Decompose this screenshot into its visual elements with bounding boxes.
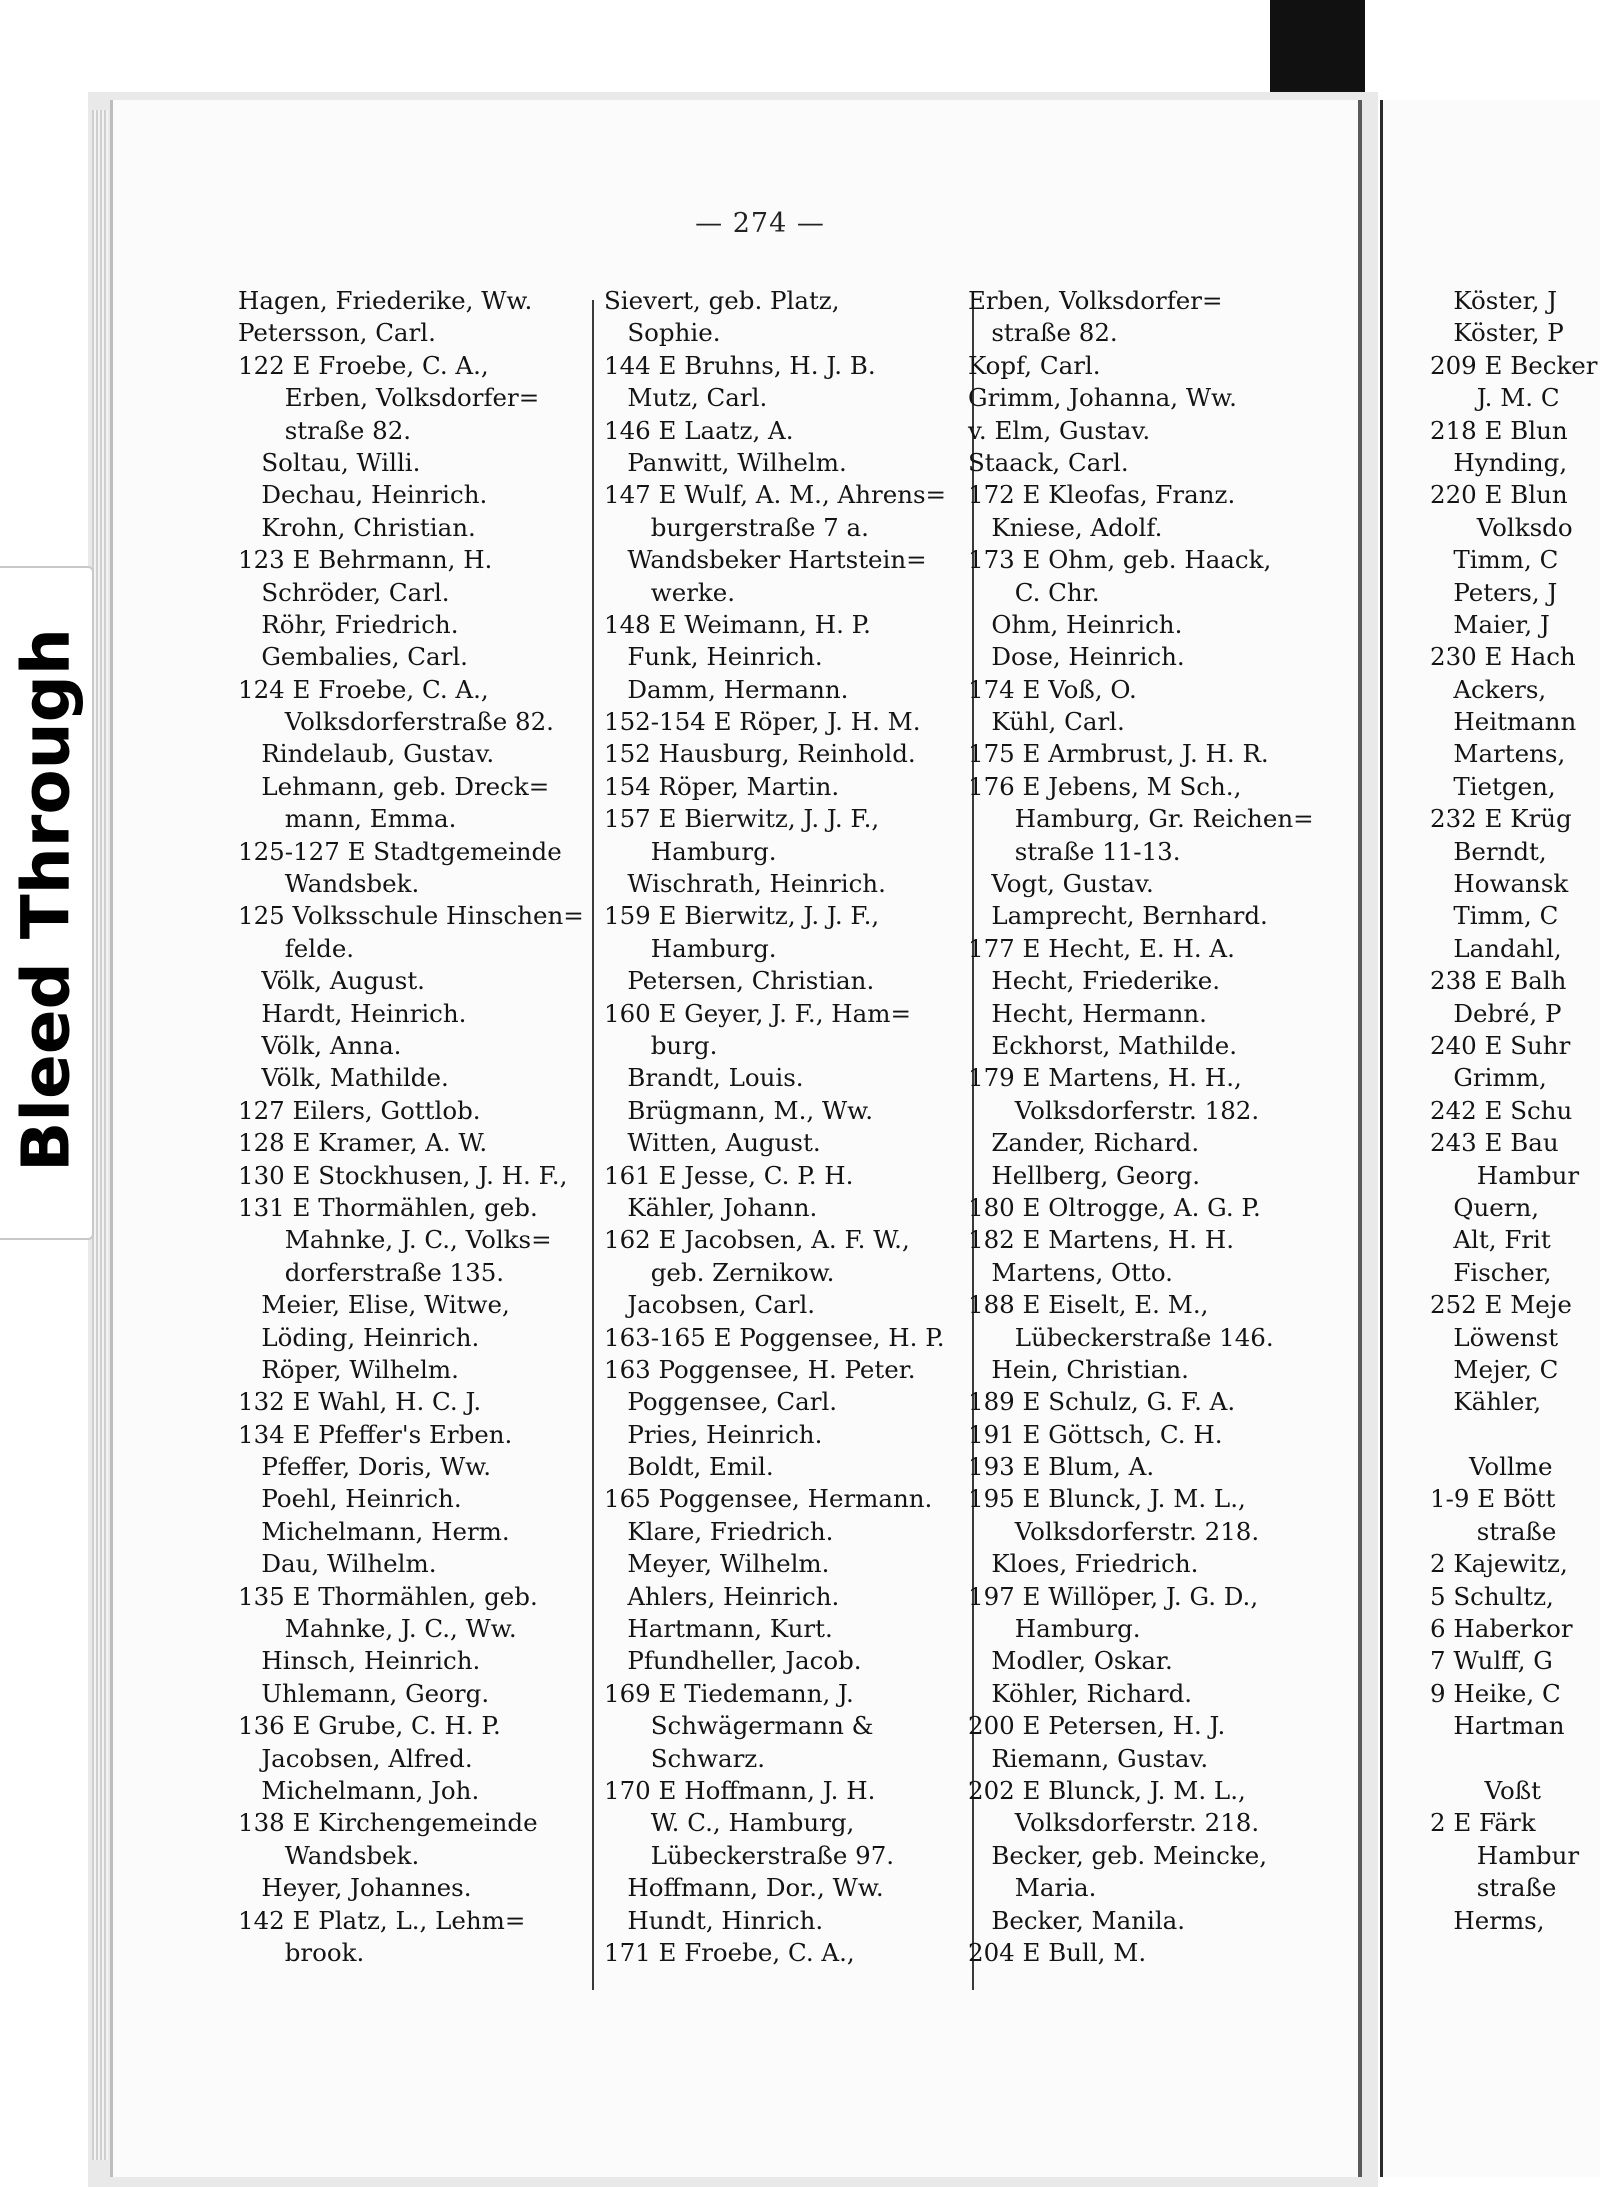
- directory-entry-line: 242 E Schu: [1430, 1095, 1573, 1125]
- directory-entry-line: Volksdorferstraße 82.: [238, 707, 554, 737]
- directory-entry-line: Soltau, Willi.: [238, 447, 421, 477]
- directory-entry-line: Kühl, Carl.: [968, 707, 1125, 737]
- directory-entry-line: 170 E Hoffmann, J. H.: [604, 1775, 876, 1805]
- directory-entry-line: Maier, J: [1430, 609, 1550, 639]
- directory-entry-line: 147 E Wulf, A. M., Ahrens=: [604, 480, 947, 510]
- directory-entry-line: Uhlemann, Georg.: [238, 1678, 490, 1708]
- directory-entry-line: 138 E Kirchengemeinde: [238, 1808, 538, 1838]
- directory-entry-line: 175 E Armbrust, J. H. R.: [968, 739, 1269, 769]
- directory-entry-line: Kopf, Carl.: [968, 350, 1101, 380]
- directory-entry-line: Löwenst: [1430, 1322, 1559, 1352]
- directory-entry-line: Tietgen,: [1430, 771, 1556, 801]
- directory-column-3: [968, 285, 1314, 1969]
- directory-entry-line: 218 E Blun: [1430, 415, 1568, 445]
- directory-entry-line: Becker, geb. Meincke,: [968, 1840, 1268, 1870]
- directory-entry-line: 5 Schultz,: [1430, 1581, 1554, 1611]
- directory-entry-line: C. Chr.: [968, 577, 1100, 607]
- directory-entry-line: Köster, J: [1430, 286, 1558, 315]
- directory-entry-line: v. Elm, Gustav.: [968, 415, 1151, 445]
- directory-entry-line: 171 E Froebe, C. A.,: [604, 1937, 855, 1967]
- directory-entry-line: J. M. C: [1430, 383, 1560, 413]
- directory-entry-line: Hambur: [1430, 1840, 1580, 1870]
- directory-entry-line: felde.: [238, 933, 355, 963]
- directory-entry-line: Vogt, Gustav.: [968, 869, 1154, 899]
- directory-entry-line: Michelmann, Joh.: [238, 1775, 480, 1805]
- directory-entry-line: Quern,: [1430, 1192, 1547, 1222]
- directory-entry-line: straße: [1430, 1873, 1565, 1903]
- directory-entry-line: Wandsbek.: [238, 1840, 420, 1870]
- directory-entry-line: 142 E Platz, L., Lehm=: [238, 1905, 526, 1935]
- directory-entry-line: Pries, Heinrich.: [604, 1419, 823, 1449]
- directory-entry-line: Damm, Hermann.: [604, 674, 849, 704]
- directory-entry-line: 125 Volksschule Hinschen=: [238, 901, 584, 931]
- directory-entry-line: Vollme: [1430, 1452, 1553, 1482]
- directory-entry-line: Becker, Manila.: [968, 1905, 1186, 1935]
- directory-entry-line: Kniese, Adolf.: [968, 512, 1163, 542]
- directory-entry-line: 176 E Jebens, M Sch.,: [968, 771, 1242, 801]
- directory-entry-line: Völk, August.: [238, 966, 425, 996]
- directory-entry-line: 177 E Hecht, E. H. A.: [968, 933, 1235, 963]
- directory-entry-line: Hein, Christian.: [968, 1354, 1189, 1384]
- directory-entry-line: 2 E Färk: [1430, 1808, 1536, 1838]
- directory-entry-line: Kloes, Friedrich.: [968, 1549, 1199, 1579]
- directory-entry-line: Klare, Friedrich.: [604, 1516, 834, 1546]
- directory-entry-line: Mutz, Carl.: [604, 383, 768, 413]
- directory-entry-line: Debré, P: [1430, 998, 1562, 1028]
- directory-entry-line: 122 E Froebe, C. A.,: [238, 350, 489, 380]
- directory-entry-line: burgerstraße 7 a.: [604, 512, 869, 542]
- page-number: — 274 —: [695, 208, 825, 239]
- directory-entry-line: Hynding,: [1430, 447, 1568, 477]
- directory-entry-line: mann, Emma.: [238, 804, 457, 834]
- directory-entry-line: 238 E Balh: [1430, 966, 1567, 996]
- directory-entry-line: Lehmann, geb. Dreck=: [238, 771, 550, 801]
- directory-entry-line: Lübeckerstraße 97.: [604, 1840, 895, 1870]
- directory-column-4: [1430, 285, 1598, 1937]
- directory-entry-line: 7 Wulff, G: [1430, 1646, 1553, 1676]
- directory-entry-line: Lamprecht, Bernhard.: [968, 901, 1268, 931]
- directory-entry-line: 191 E Göttsch, C. H.: [968, 1419, 1223, 1449]
- directory-entry-line: Timm, C: [1430, 901, 1559, 931]
- directory-entry-line: Völk, Mathilde.: [238, 1063, 449, 1093]
- directory-entry-line: 173 E Ohm, geb. Haack,: [968, 545, 1272, 575]
- directory-entry-line: 232 E Krüg: [1430, 804, 1572, 834]
- directory-entry-line: Volksdorferstr. 182.: [968, 1095, 1260, 1125]
- directory-entry-line: Köster, P: [1430, 318, 1564, 348]
- directory-entry-line: Röper, Wilhelm.: [238, 1354, 459, 1384]
- directory-entry-line: 197 E Willöper, J. G. D.,: [968, 1581, 1259, 1611]
- directory-entry-line: Gembalies, Carl.: [238, 642, 468, 672]
- directory-entry-line: Michelmann, Herm.: [238, 1516, 510, 1546]
- directory-entry-line: 179 E Martens, H. H.,: [968, 1063, 1242, 1093]
- directory-entry-line: 148 E Weimann, H. P.: [604, 609, 871, 639]
- directory-entry-line: brook.: [238, 1937, 365, 1967]
- directory-entry-line: Voßt: [1430, 1775, 1541, 1805]
- directory-entry-line: 182 E Martens, H. H.: [968, 1225, 1234, 1255]
- directory-entry-line: 152 Hausburg, Reinhold.: [604, 739, 916, 769]
- directory-entry-line: 152-154 E Röper, J. H. M.: [604, 707, 921, 737]
- directory-entry-line: Dau, Wilhelm.: [238, 1549, 437, 1579]
- directory-entry-line: Völk, Anna.: [238, 1030, 402, 1060]
- directory-entry-line: 163 Poggensee, H. Peter.: [604, 1354, 916, 1384]
- directory-entry-line: Fischer,: [1430, 1257, 1560, 1287]
- directory-entry-line: straße: [1430, 1516, 1565, 1546]
- directory-entry-line: Köhler, Richard.: [968, 1678, 1193, 1708]
- directory-entry-line: 180 E Oltrogge, A. G. P.: [968, 1192, 1261, 1222]
- page-edges: [92, 110, 108, 2160]
- directory-column-2: [604, 285, 946, 1969]
- directory-entry-line: Hoffmann, Dor., Ww.: [604, 1873, 884, 1903]
- directory-entry-line: 132 E Wahl, H. C. J.: [238, 1387, 482, 1417]
- directory-entry-line: Martens,: [1430, 739, 1566, 769]
- directory-entry-line: Petersson, Carl.: [238, 318, 436, 348]
- directory-entry-line: Schwarz.: [604, 1743, 765, 1773]
- directory-entry-line: Grimm,: [1430, 1063, 1547, 1093]
- directory-entry-line: Hecht, Hermann.: [968, 998, 1207, 1028]
- directory-entry-line: 9 Heike, C: [1430, 1678, 1561, 1708]
- directory-entry-line: Eckhorst, Mathilde.: [968, 1030, 1238, 1060]
- directory-entry-line: Mahnke, J. C., Volks=: [238, 1225, 552, 1255]
- directory-entry-line: Mejer, C: [1430, 1354, 1559, 1384]
- directory-entry-line: Poehl, Heinrich.: [238, 1484, 462, 1514]
- directory-entry-line: Ohm, Heinrich.: [968, 609, 1183, 639]
- directory-entry-line: straße 82.: [968, 318, 1118, 348]
- directory-entry-line: Krohn, Christian.: [238, 512, 476, 542]
- directory-entry-line: 240 E Suhr: [1430, 1030, 1571, 1060]
- directory-entry-line: Wandsbeker Hartstein=: [604, 545, 927, 575]
- directory-entry-line: Grimm, Johanna, Ww.: [968, 383, 1237, 413]
- directory-entry-line: Erben, Volksdorfer=: [968, 286, 1223, 315]
- directory-entry-line: Hambur: [1430, 1160, 1580, 1190]
- directory-entry-line: Witten, August.: [604, 1128, 821, 1158]
- directory-entry-line: Hamburg.: [604, 933, 777, 963]
- directory-entry-line: Meyer, Wilhelm.: [604, 1549, 830, 1579]
- directory-entry-line: Mahnke, J. C., Ww.: [238, 1614, 517, 1644]
- directory-entry-line: 144 E Bruhns, H. J. B.: [604, 350, 876, 380]
- directory-entry-line: 209 E Becker: [1430, 350, 1598, 380]
- directory-entry-line: Hundt, Hinrich.: [604, 1905, 824, 1935]
- directory-entry-line: geb. Zernikow.: [604, 1257, 835, 1287]
- directory-entry-line: Hardt, Heinrich.: [238, 998, 467, 1028]
- directory-entry-line: W. C., Hamburg,: [604, 1808, 855, 1838]
- directory-entry-line: Brügmann, M., Ww.: [604, 1095, 873, 1125]
- directory-entry-line: Peters, J: [1430, 577, 1558, 607]
- directory-entry-line: straße 11-13.: [968, 836, 1181, 866]
- directory-entry-line: Ahlers, Heinrich.: [604, 1581, 840, 1611]
- directory-entry-line: Petersen, Christian.: [604, 966, 875, 996]
- directory-entry-line: Schwägermann &: [604, 1711, 874, 1741]
- directory-entry-line: Hamburg.: [604, 836, 777, 866]
- directory-entry-line: 195 E Blunck, J. M. L.,: [968, 1484, 1246, 1514]
- directory-entry-line: Schröder, Carl.: [238, 577, 450, 607]
- directory-entry-line: 202 E Blunck, J. M. L.,: [968, 1775, 1246, 1805]
- directory-entry-line: 134 E Pfeffer's Erben.: [238, 1419, 513, 1449]
- directory-entry-line: 204 E Bull, M.: [968, 1937, 1147, 1967]
- directory-entry-line: 1-9 E Bött: [1430, 1484, 1556, 1514]
- bleed-through-label: Bleed Through: [7, 628, 85, 1172]
- directory-entry-line: 160 E Geyer, J. F., Ham=: [604, 998, 912, 1028]
- directory-entry-line: 169 E Tiedemann, J.: [604, 1678, 854, 1708]
- directory-entry-line: 252 E Meje: [1430, 1290, 1572, 1320]
- directory-entry-line: Hecht, Friederike.: [968, 966, 1221, 996]
- directory-entry-line: 172 E Kleofas, Franz.: [968, 480, 1236, 510]
- directory-entry-line: 200 E Petersen, H. J.: [968, 1711, 1226, 1741]
- directory-entry-line: 127 Eilers, Gottlob.: [238, 1095, 481, 1125]
- directory-entry-line: werke.: [604, 577, 736, 607]
- directory-entry-line: 230 E Hach: [1430, 642, 1576, 672]
- directory-entry-line: 193 E Blum, A.: [968, 1452, 1155, 1482]
- directory-entry-line: Hamburg.: [968, 1614, 1141, 1644]
- directory-entry-line: 130 E Stockhusen, J. H. F.,: [238, 1160, 568, 1190]
- directory-entry-line: Jacobsen, Carl.: [604, 1290, 816, 1320]
- directory-entry-line: 123 E Behrmann, H.: [238, 545, 493, 575]
- directory-entry-line: 135 E Thormählen, geb.: [238, 1581, 538, 1611]
- directory-entry-line: Kähler, Johann.: [604, 1192, 818, 1222]
- directory-entry-line: Timm, C: [1430, 545, 1559, 575]
- directory-entry-line: Rindelaub, Gustav.: [238, 739, 495, 769]
- directory-entry-line: 163-165 E Poggensee, H. P.: [604, 1322, 945, 1352]
- directory-entry-line: Staack, Carl.: [968, 447, 1129, 477]
- directory-entry-line: 136 E Grube, C. H. P.: [238, 1711, 501, 1741]
- directory-entry-line: Ackers,: [1430, 674, 1554, 704]
- directory-entry-line: 146 E Laatz, A.: [604, 415, 794, 445]
- directory-entry-line: Panwitt, Wilhelm.: [604, 447, 847, 477]
- directory-entry-line: 128 E Kramer, A. W.: [238, 1128, 488, 1158]
- directory-entry-line: Wischrath, Heinrich.: [604, 869, 886, 899]
- directory-entry-line: straße 82.: [238, 415, 412, 445]
- column-rule: [592, 300, 594, 1990]
- directory-entry-line: dorferstraße 135.: [238, 1257, 505, 1287]
- directory-entry-line: Hagen, Friederike, Ww.: [238, 286, 533, 315]
- directory-entry-line: 6 Haberkor: [1430, 1614, 1573, 1644]
- directory-entry-line: Hinsch, Heinrich.: [238, 1646, 481, 1676]
- directory-entry-line: Hartmann, Kurt.: [604, 1614, 833, 1644]
- directory-column-1: [238, 285, 584, 1969]
- directory-entry-line: 125-127 E Stadtgemeinde: [238, 836, 562, 866]
- directory-entry-line: 243 E Bau: [1430, 1128, 1559, 1158]
- directory-entry-line: Landahl,: [1430, 933, 1562, 963]
- directory-entry-line: Löding, Heinrich.: [238, 1322, 480, 1352]
- directory-entry-line: Poggensee, Carl.: [604, 1387, 838, 1417]
- directory-entry-line: Volksdorferstr. 218.: [968, 1516, 1260, 1546]
- directory-entry-line: Pfundheller, Jacob.: [604, 1646, 862, 1676]
- directory-entry-line: Pfeffer, Doris, Ww.: [238, 1452, 492, 1482]
- directory-entry-line: 220 E Blun: [1430, 480, 1568, 510]
- directory-entry-line: Heitmann: [1430, 707, 1577, 737]
- directory-entry-line: Alt, Frit: [1430, 1225, 1551, 1255]
- directory-entry-line: 161 E Jesse, C. P. H.: [604, 1160, 854, 1190]
- directory-entry-line: 159 E Bierwitz, J. J. F.,: [604, 901, 880, 931]
- directory-entry-line: Hamburg, Gr. Reichen=: [968, 804, 1314, 834]
- directory-entry-line: 189 E Schulz, G. F. A.: [968, 1387, 1236, 1417]
- directory-entry-line: Dose, Heinrich.: [968, 642, 1185, 672]
- directory-entry-line: Hellberg, Georg.: [968, 1160, 1201, 1190]
- directory-entry-line: Brandt, Louis.: [604, 1063, 804, 1093]
- directory-entry-line: 188 E Eiselt, E. M.,: [968, 1290, 1209, 1320]
- directory-entry-line: Modler, Oskar.: [968, 1646, 1173, 1676]
- directory-entry-line: [1430, 1743, 1598, 1775]
- directory-entry-line: 131 E Thormählen, geb.: [238, 1192, 538, 1222]
- directory-entry-line: Volksdo: [1430, 512, 1573, 542]
- directory-entry-line: Jacobsen, Alfred.: [238, 1743, 473, 1773]
- directory-entry-line: Sophie.: [604, 318, 721, 348]
- directory-entry-line: Kähler,: [1430, 1387, 1549, 1417]
- directory-entry-line: Röhr, Friedrich.: [238, 609, 459, 639]
- directory-entry-line: 2 Kajewitz,: [1430, 1549, 1568, 1579]
- directory-entry-line: 162 E Jacobsen, A. F. W.,: [604, 1225, 910, 1255]
- directory-entry-line: 124 E Froebe, C. A.,: [238, 674, 489, 704]
- directory-entry-line: Maria.: [968, 1873, 1097, 1903]
- directory-entry-line: Martens, Otto.: [968, 1257, 1173, 1287]
- directory-entry-line: burg.: [604, 1030, 718, 1060]
- directory-entry-line: Volksdorferstr. 218.: [968, 1808, 1260, 1838]
- directory-entry-line: Meier, Elise, Witwe,: [238, 1290, 510, 1320]
- directory-entry-line: 165 Poggensee, Hermann.: [604, 1484, 933, 1514]
- directory-entry-line: Zander, Richard.: [968, 1128, 1200, 1158]
- directory-entry-line: [1430, 1419, 1598, 1451]
- directory-entry-line: Dechau, Heinrich.: [238, 480, 488, 510]
- directory-entry-line: 157 E Bierwitz, J. J. F.,: [604, 804, 880, 834]
- directory-entry-line: Wandsbek.: [238, 869, 420, 899]
- directory-entry-line: Funk, Heinrich.: [604, 642, 823, 672]
- directory-entry-line: Heyer, Johannes.: [238, 1873, 472, 1903]
- directory-entry-line: Herms,: [1430, 1905, 1545, 1935]
- directory-entry-line: Boldt, Emil.: [604, 1452, 774, 1482]
- directory-entry-line: Berndt,: [1430, 836, 1555, 866]
- directory-entry-line: 174 E Voß, O.: [968, 674, 1137, 704]
- directory-entry-line: Lübeckerstraße 146.: [968, 1322, 1274, 1352]
- directory-entry-line: Hartman: [1430, 1711, 1565, 1741]
- directory-entry-line: Howansk: [1430, 869, 1569, 899]
- directory-entry-line: Sievert, geb. Platz,: [604, 286, 840, 315]
- directory-entry-line: Riemann, Gustav.: [968, 1743, 1209, 1773]
- directory-entry-line: 154 Röper, Martin.: [604, 771, 840, 801]
- directory-entry-line: Erben, Volksdorfer=: [238, 383, 540, 413]
